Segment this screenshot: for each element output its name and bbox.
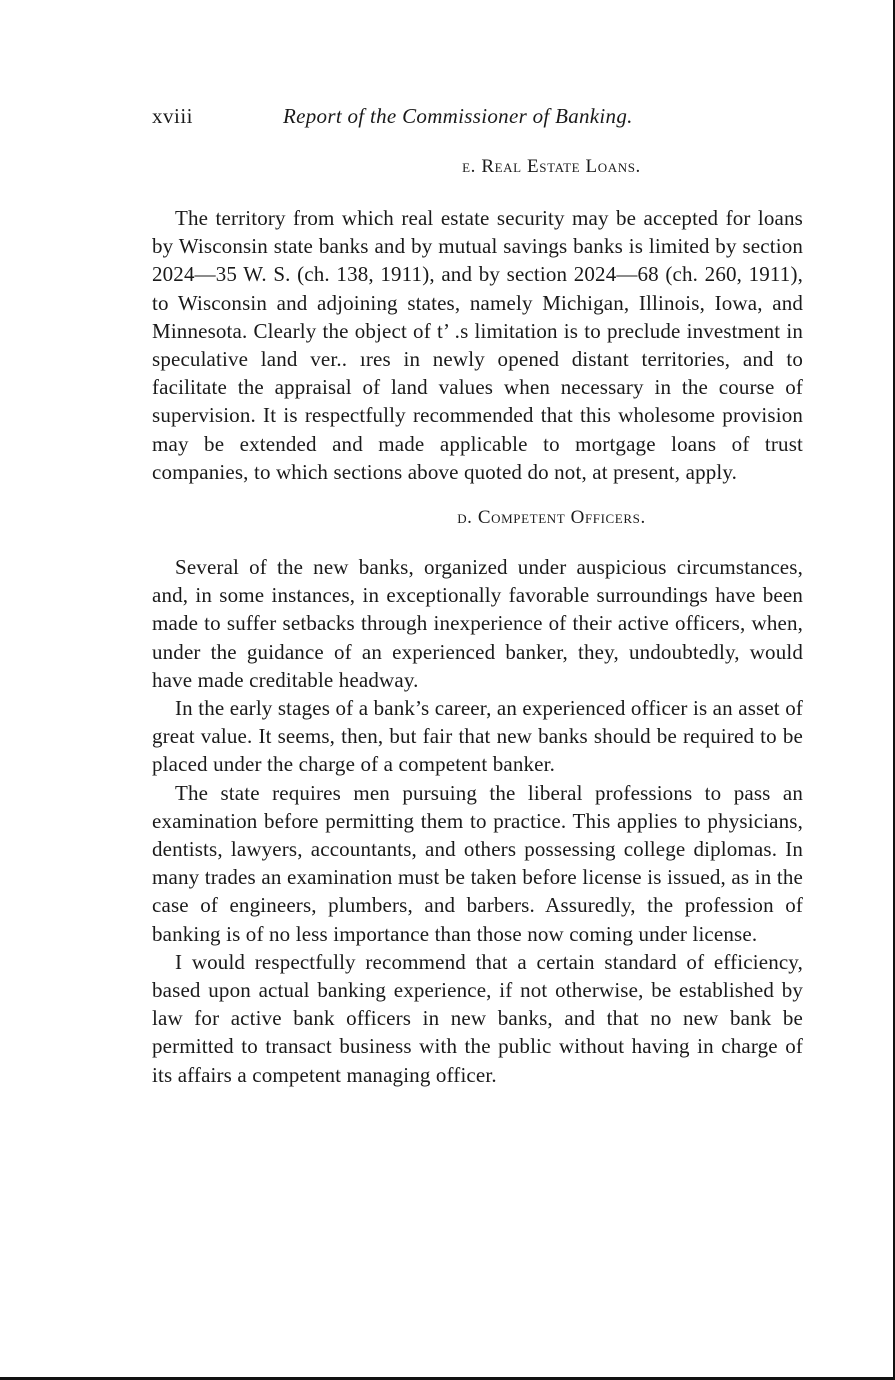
page-header [152,98,803,134]
paragraph-professional-examination: The state requires men pursuing the liberal professions to pass an examination before permitting them to practice. This applies to physicians, dentists, lawyers, accountants, and others possessing college diplomas. In many trades an examination must be taken before license is issued, as in the case of engineers, plumbers, and barbers. Assuredly, the profession of banking is of no less importance than those now coming under license. [152,780,803,946]
paragraph-experienced-officer: In the early stages of a bank’s career, an experienced officer is an asset of great value. It seems, then, but fair that new banks should be required to be placed under the charge of a competent banker. [152,696,803,777]
running-title: Report of the Commissioner of Banking. [283,104,633,128]
section-heading-real-estate-loans: e. Real Estate Loans. [462,156,641,177]
paragraph-real-estate-loans: The territory from which real estate security may be accepted for loans by Wisconsin state banks and by mutual savings banks is limited by section 2024—35 W. S. (ch. 138, 1911), and by section 2024—68 (ch. 260, 1911), to Wisconsin and adjoining states, namely Michigan, Illinois, Iowa, and Minnesota. Clearly the object of t’ .s limitation is to preclude investment in speculative land ver.. ıres in newly opened distant territories, and to facilitate the appraisal of land values when necessary in the course of supervision. It is respectfully recommended that this wholesome provision may be extended and made applicable to mortgage loans of trust companies, to which sections above quoted do not, at present, apply. [152,206,803,484]
page-number: xviii [152,104,194,128]
section-heading-competent-officers: d. Competent Officers. [457,507,646,529]
paragraph-new-banks-setbacks: Several of the new banks, organized under auspicious circumstances, and, in some instances, in exceptionally favorable surroundings have been made to suffer setbacks through inexperience of their active officers, when, under the guidance of an experienced banker, they, undoubtedly, would have made creditable headway. [152,555,803,692]
document-page [152,98,803,1089]
paragraph-recommendation: I would respectfully recommend that a certain standard of efficiency, based upon actual banking experience, if not otherwise, be established by law for active bank officers in new banks, and that no new bank be permitted to transact business with the public without having in charge of its affairs a competent managing officer. [152,949,803,1087]
